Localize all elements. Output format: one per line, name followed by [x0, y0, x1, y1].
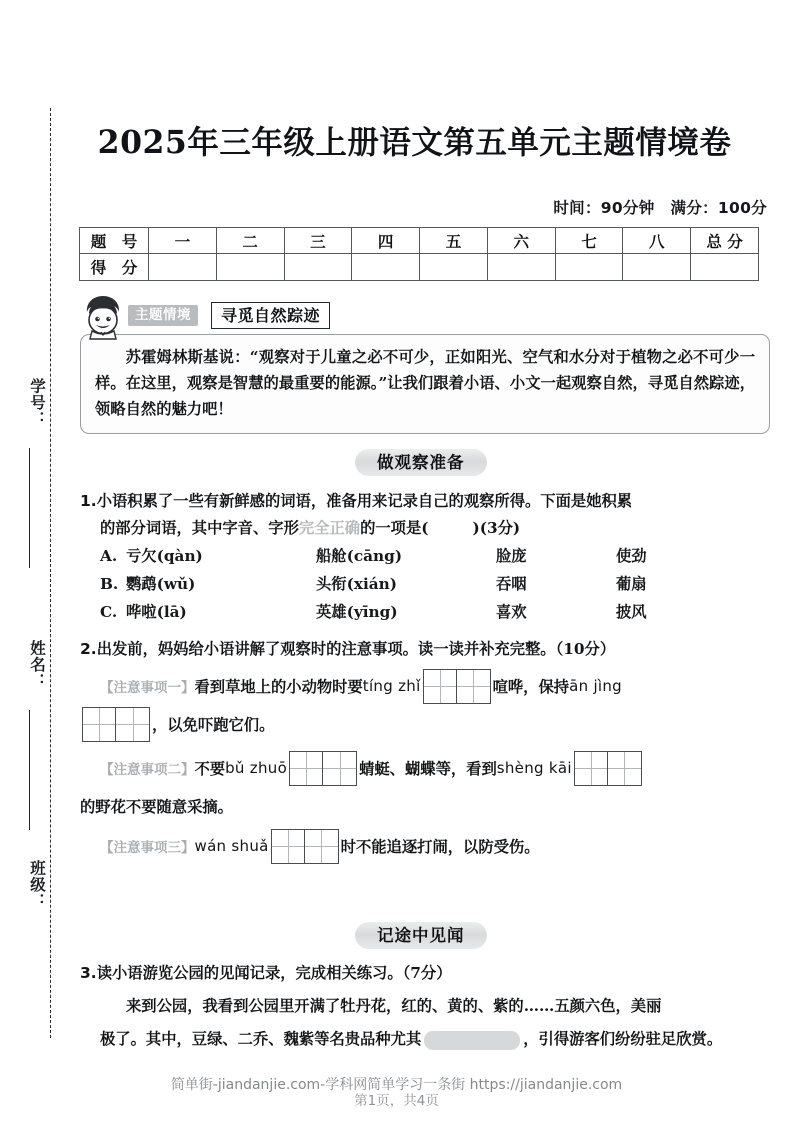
- question-2-stem: [80, 636, 770, 663]
- student-id-field-label: 学号：: [28, 378, 47, 428]
- site-watermark: 简单街-jiandanjie.com-学科网简单学习一条街 https://jiandanjie.com: [170, 1077, 623, 1093]
- option-a-word-2: 船舱(cāng): [316, 547, 403, 565]
- score-cell-total[interactable]: [691, 254, 759, 281]
- option-b-word-2: 头衔(xián): [316, 575, 398, 593]
- question-1-number: 1.: [80, 492, 97, 510]
- grid-cell[interactable]: [272, 830, 305, 863]
- question-1-stem-faded: 完全正确: [298, 519, 361, 537]
- question-3-stem-text: 读小语游览公园的见闻记录，完成相关练习。（7分）: [96, 964, 452, 982]
- note-2-text-b: 蜻蜓、蝴蝶等，看到: [359, 760, 497, 778]
- section-header-prepare: 做观察准备: [355, 449, 487, 476]
- question-2-note-1-line-1: [80, 667, 770, 705]
- score-cell-2[interactable]: [216, 254, 284, 281]
- student-class-field-label: 班级：: [28, 860, 47, 910]
- question-1-option-a[interactable]: [80, 542, 770, 570]
- note-3-label: 【注意事项三】: [100, 840, 195, 856]
- score-table-col-6: 六: [487, 228, 555, 254]
- note-2-grid-a[interactable]: [289, 751, 357, 786]
- question-3-passage-text-b: ，引得游客们纷纷驻足欣赏。: [523, 1030, 723, 1048]
- note-3-text-b: 时不能追逐打闹，以防受伤。: [340, 838, 540, 856]
- question-1-stem-text-2c: )(3分): [472, 519, 521, 537]
- page-number: 第1页，共4页: [354, 1093, 439, 1109]
- theme-situation-block: [80, 300, 770, 434]
- option-c-letter: C.: [100, 603, 118, 621]
- score-table-row-label-score: 得 分: [80, 254, 149, 281]
- note-2-text-c: 的野花不要随意采摘。: [80, 798, 233, 816]
- question-2-note-2-line-2: [80, 787, 770, 825]
- question-3-passage-text-a: 极了。其中，豆绿、二乔、魏紫等名贵品种尤其: [100, 1030, 422, 1048]
- note-2-text-a: 不要: [194, 760, 226, 778]
- question-3-redacted-answer: [424, 1031, 520, 1050]
- page-title: 2025年三年级上册语文第五单元主题情境卷: [97, 124, 732, 161]
- note-3-grid-a[interactable]: [271, 829, 339, 864]
- option-b-word-3: 吞咽: [496, 575, 527, 593]
- question-2-note-3-line-1: [80, 827, 770, 865]
- boy-avatar-icon: [80, 294, 126, 340]
- note-1-pinyin-a: tíng zhǐ: [362, 677, 421, 695]
- score-cell-4[interactable]: [352, 254, 420, 281]
- note-2-pinyin-a: bǔ zhuō: [225, 759, 288, 777]
- table-row-scores: [80, 254, 759, 281]
- grid-cell[interactable]: [457, 670, 490, 703]
- question-1-stem-text-1: 小语积累了一些有新鲜感的词语，准备用来记录自己的观察所得。下面是她积累: [96, 492, 633, 510]
- theme-name-badge: 寻觅自然踪迹: [211, 302, 330, 329]
- note-1-text-c: ，以免吓跑它们。: [152, 716, 275, 734]
- note-1-text-a: 看到草地上的小动物时要: [194, 678, 363, 696]
- score-cell-1[interactable]: [149, 254, 217, 281]
- question-1-stem-text-2a: 的部分词语，其中字音、字形: [100, 519, 299, 537]
- grid-cell[interactable]: [305, 830, 338, 863]
- score-cell-3[interactable]: [284, 254, 352, 281]
- score-cell-6[interactable]: [487, 254, 555, 281]
- theme-tag-badge: 主题情境: [128, 305, 198, 326]
- section-header-journey: 记途中见闻: [355, 922, 487, 949]
- score-table-col-8: 八: [623, 228, 691, 254]
- student-name-write-line: [29, 710, 30, 830]
- option-a-word-1: 亏欠(qàn): [126, 547, 203, 565]
- score-cell-8[interactable]: [623, 254, 691, 281]
- exam-duration: 时间：90分钟: [553, 199, 655, 217]
- question-2-stem-text: 出发前，妈妈给小语讲解了观察时的注意事项。读一读并补充完整。（10分）: [96, 640, 616, 658]
- note-2-label: 【注意事项二】: [100, 762, 195, 778]
- option-c-word-2: 英雄(yīng): [316, 603, 398, 621]
- theme-quote-text: 苏霍姆林斯基说：“观察对于儿童之必不可少，正如阳光、空气和水分对于植物之必不可少一样。在这里，观察是智慧的最重要的能源。”让我们跟着小语、小文一起观察自然，寻觅自然踪迹，领略自然的魅力吧！: [95, 348, 755, 418]
- note-1-pinyin-b: ān jìng: [569, 677, 623, 695]
- student-id-write-line: [29, 448, 30, 568]
- theme-header: [80, 300, 770, 330]
- question-3-stem: [80, 960, 770, 987]
- score-table-col-2: 二: [216, 228, 284, 254]
- exam-sheet: [52, 0, 793, 1122]
- exam-total-score: 满分：100分: [670, 199, 767, 217]
- table-row-header: [80, 228, 759, 254]
- grid-cell[interactable]: [575, 752, 608, 785]
- question-1-stem-text-2b: 的一项是(: [360, 519, 429, 537]
- score-table-row-label-question: 题 号: [80, 228, 149, 254]
- question-3: [80, 960, 770, 1053]
- score-table-col-7: 七: [555, 228, 623, 254]
- option-b-word-1: 鹦鹉(wǔ): [126, 575, 196, 593]
- note-2-pinyin-b: shèng kāi: [496, 759, 572, 777]
- question-2-note-2-line-1: [80, 749, 770, 787]
- question-1: [80, 488, 770, 626]
- grid-cell[interactable]: [290, 752, 323, 785]
- question-1-option-c[interactable]: [80, 598, 770, 626]
- note-2-grid-b[interactable]: [574, 751, 642, 786]
- note-3-pinyin-a: wán shuǎ: [194, 837, 269, 855]
- question-2-number: 2.: [80, 640, 97, 658]
- grid-cell[interactable]: [323, 752, 356, 785]
- note-1-grid-a[interactable]: [423, 669, 491, 704]
- binding-dashed-line: [50, 108, 51, 1038]
- option-b-letter: B.: [100, 575, 119, 593]
- score-table-col-5: 五: [420, 228, 488, 254]
- question-2: [80, 636, 770, 865]
- option-b-word-4: 葡扇: [616, 575, 647, 593]
- question-3-passage-line-1: 来到公园，我看到公园里开满了牡丹花，红的、黄的、紫的……五颜六色，美丽: [126, 997, 662, 1015]
- score-cell-5[interactable]: [420, 254, 488, 281]
- binding-margin: [0, 0, 52, 1122]
- note-1-grid-b[interactable]: [82, 707, 150, 742]
- option-a-word-4: 使劲: [616, 547, 647, 565]
- option-c-word-1: 哗啦(lā): [126, 603, 187, 621]
- score-table-col-1: 一: [149, 228, 217, 254]
- student-name-field-label: 姓名：: [28, 640, 47, 690]
- grid-cell[interactable]: [608, 752, 641, 785]
- note-1-label: 【注意事项一】: [100, 680, 195, 696]
- note-1-text-b: 喧哗，保持: [492, 678, 570, 696]
- grid-cell[interactable]: [424, 670, 457, 703]
- option-a-word-3: 脸庞: [496, 547, 527, 565]
- question-3-number: 3.: [80, 964, 97, 982]
- grid-cell[interactable]: [83, 708, 116, 741]
- theme-quote-box: [80, 334, 770, 434]
- score-cell-7[interactable]: [555, 254, 623, 281]
- question-1-stem-line-1: [80, 488, 770, 515]
- score-table-col-4: 四: [352, 228, 420, 254]
- question-1-stem-line-2: [80, 515, 770, 542]
- grid-cell[interactable]: [116, 708, 149, 741]
- score-table: [79, 227, 759, 281]
- option-c-word-4: 披风: [616, 603, 647, 621]
- exam-meta-info: [553, 196, 767, 218]
- score-table-col-total: 总 分: [691, 228, 759, 254]
- question-3-passage-line-2: [80, 1026, 770, 1053]
- score-table-col-3: 三: [284, 228, 352, 254]
- option-c-word-3: 喜欢: [496, 603, 527, 621]
- option-a-letter: A.: [100, 547, 118, 565]
- question-2-note-1-line-2: [80, 705, 770, 743]
- question-1-option-b[interactable]: [80, 570, 770, 598]
